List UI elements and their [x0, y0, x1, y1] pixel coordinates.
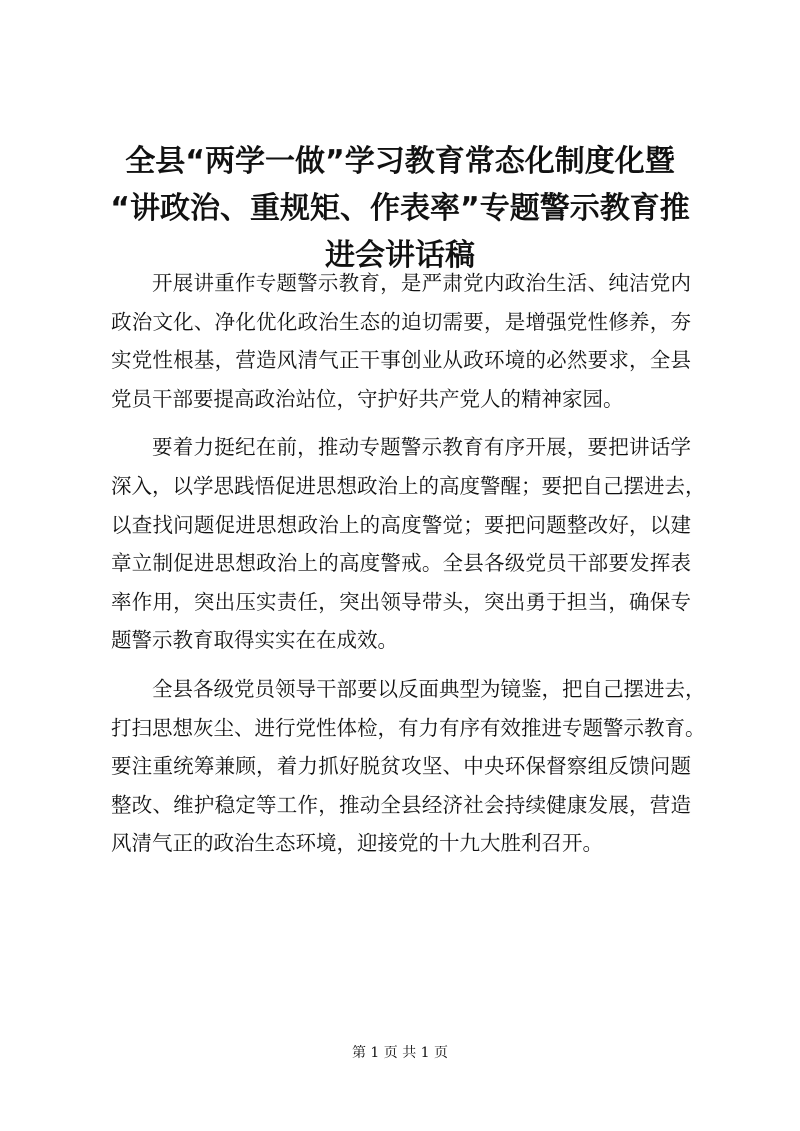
paragraph-3	[111, 670, 706, 863]
text-line: 深入，以学思践悟促进思想政治上的高度警醒；要把自己摆进去，	[111, 473, 706, 498]
document-body	[111, 264, 706, 873]
paragraph-2	[111, 428, 706, 660]
title-line: 进会讲话稿	[325, 238, 475, 273]
title-line: 全县“两学一做”学习教育常态化制度化暨	[125, 144, 675, 179]
text-line: 章立制促进思想政治上的高度警戒。全县各级党员干部要发挥表	[111, 551, 691, 576]
text-line: 题警示教育取得实实在在成效。	[111, 628, 398, 653]
text-line: 整改、维护稳定等工作，推动全县经济社会持续健康发展，营造	[111, 792, 691, 817]
text-line: 全县各级党员领导干部要以反面典型为镜鉴，把自己摆进去，	[152, 676, 706, 701]
title-line: “讲政治、重规矩、作表率”专题警示教育推	[110, 191, 690, 226]
document-title	[100, 138, 700, 279]
text-line: 政治文化、净化优化政治生态的迫切需要，是增强党性修养，夯	[111, 309, 691, 334]
paragraph-1	[111, 264, 691, 418]
text-line: 风清气正的政治生态环境，迎接党的十九大胜利召开。	[111, 831, 603, 856]
text-line: 以查找问题促进思想政治上的高度警觉；要把问题整改好，以建	[111, 512, 691, 537]
text-line: 开展讲重作专题警示教育，是严肃党内政治生活、纯洁党内	[152, 271, 691, 295]
text-line: 率作用，突出压实责任，突出领导带头，突出勇于担当，确保专	[111, 589, 691, 614]
page-footer: 第 1 页 共 1 页	[351, 1045, 449, 1061]
text-line: 党员干部要提高政治站位，守护好共产党人的精神家园。	[111, 386, 624, 411]
text-line: 要着力挺纪在前，推动专题警示教育有序开展，要把讲话学	[152, 435, 691, 460]
text-line: 要注重统筹兼顾，着力抓好脱贫攻坚、中央环保督察组反馈问题	[111, 754, 691, 779]
text-line: 实党性根基，营造风清气正干事创业从政环境的必然要求，全县	[111, 348, 691, 373]
text-line: 打扫思想灰尘、进行党性体检，有力有序有效推进专题警示教育。	[111, 715, 706, 740]
